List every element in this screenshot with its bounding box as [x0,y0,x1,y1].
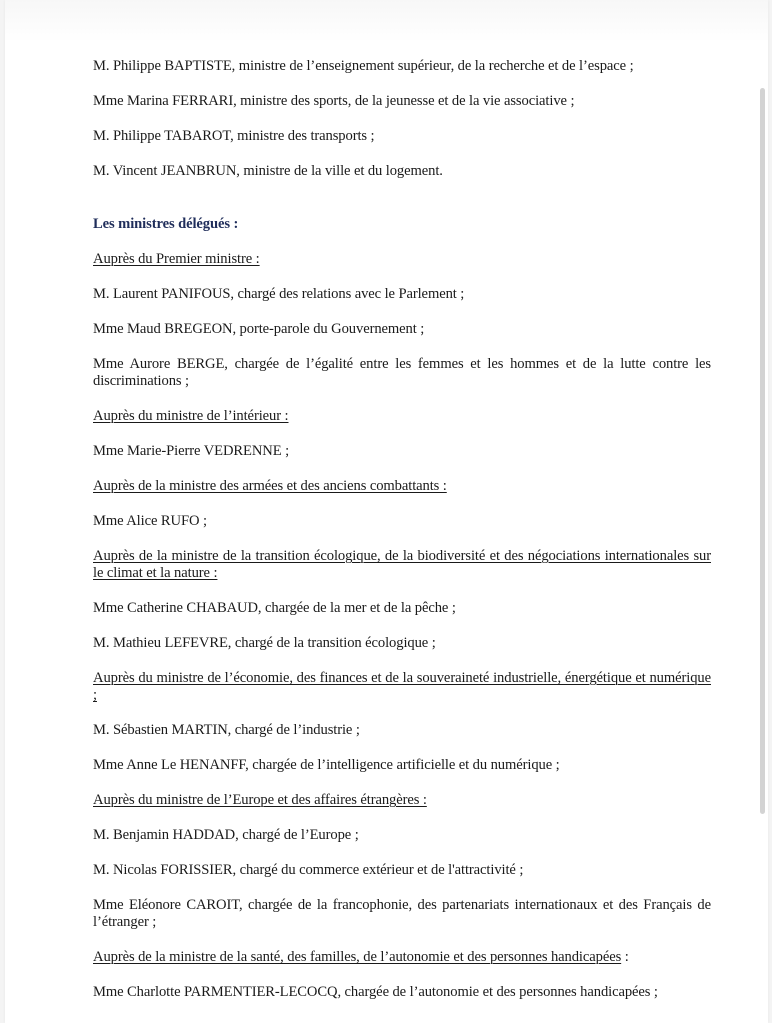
section-header [93,949,711,966]
delegate-entry: Mme Charlotte PARMENTIER-LECOCQ, chargée de l’autonomie et des personnes handicapées ; [93,984,658,1000]
page-top-fade [5,0,768,42]
section-header-text: Auprès du ministre de l’économie, des finances et de la souveraineté industrielle, énergétique et numérique ; [93,670,711,703]
section-header [93,478,711,495]
section-header-text: Auprès du Premier ministre : [93,251,260,267]
delegate-entry: Mme Catherine CHABAUD, chargée de la mer et de la pêche ; [93,600,456,616]
scrollbar[interactable] [760,0,768,1023]
section-header [93,251,711,268]
minister-entry: M. Philippe TABAROT, ministre des transports ; [93,128,375,144]
section-header-text: Auprès de la ministre de la transition écologique, de la biodiversité et des négociations internationales sur le climat et la nature : [93,548,711,581]
section-header [93,548,711,582]
section-transition-ecologique [93,548,711,652]
minister-entry: M. Philippe BAPTISTE, ministre de l’enseignement supérieur, de la recherche et de l’espace ; [93,58,634,74]
section-header-suffix: : [621,949,629,965]
delegates-heading: Les ministres délégués : [93,216,239,232]
document-content [93,58,711,1019]
delegate-entry: M. Nicolas FORISSIER, chargé du commerce extérieur et de l'attractivité ; [93,862,524,878]
section-armees [93,478,711,530]
section-header [93,792,711,809]
section-interieur [93,408,711,460]
minister-entry: Mme Marina FERRARI, ministre des sports, de la jeunesse et de la vie associative ; [93,93,575,109]
scrollbar-thumb[interactable] [760,88,765,814]
delegate-entry: Mme Aurore BERGE, chargée de l’égalité entre les femmes et les hommes et de la lutte contre les discriminations ; [93,356,711,389]
section-header [93,408,711,425]
delegate-entry: M. Benjamin HADDAD, chargé de l’Europe ; [93,827,359,843]
section-header [93,670,711,704]
delegate-entry: Mme Maud BREGEON, porte-parole du Gouvernement ; [93,321,425,337]
ministers-list [93,58,711,180]
delegate-entry: M. Mathieu LEFEVRE, chargé de la transition écologique ; [93,635,436,651]
delegate-entry: Mme Alice RUFO ; [93,513,207,529]
delegate-entry: Mme Anne Le HENANFF, chargée de l’intelligence artificielle et du numérique ; [93,757,560,773]
section-header-text: Auprès de la ministre de la santé, des familles, de l’autonomie et des personnes handicapées [93,949,622,965]
document-page [5,0,768,1023]
section-header-text: Auprès du ministre de l’intérieur : [93,408,289,424]
section-header-text: Auprès du ministre de l’Europe et des affaires étrangères : [93,792,427,808]
minister-entry: M. Vincent JEANBRUN, ministre de la ville et du logement. [93,163,443,179]
delegate-entry: M. Laurent PANIFOUS, chargé des relations avec le Parlement ; [93,286,465,302]
section-europe-affaires-etrangeres [93,792,711,931]
section-sante [93,949,711,1001]
section-economie [93,670,711,774]
delegate-entry: M. Sébastien MARTIN, chargé de l’industrie ; [93,722,360,738]
delegate-entry: Mme Eléonore CAROIT, chargée de la francophonie, des partenariats internationaux et des Français de l’étranger ; [93,897,711,930]
section-header-text: Auprès de la ministre des armées et des anciens combattants : [93,478,447,494]
delegate-entry: Mme Marie-Pierre VEDRENNE ; [93,443,290,459]
section-premier-ministre [93,251,711,390]
